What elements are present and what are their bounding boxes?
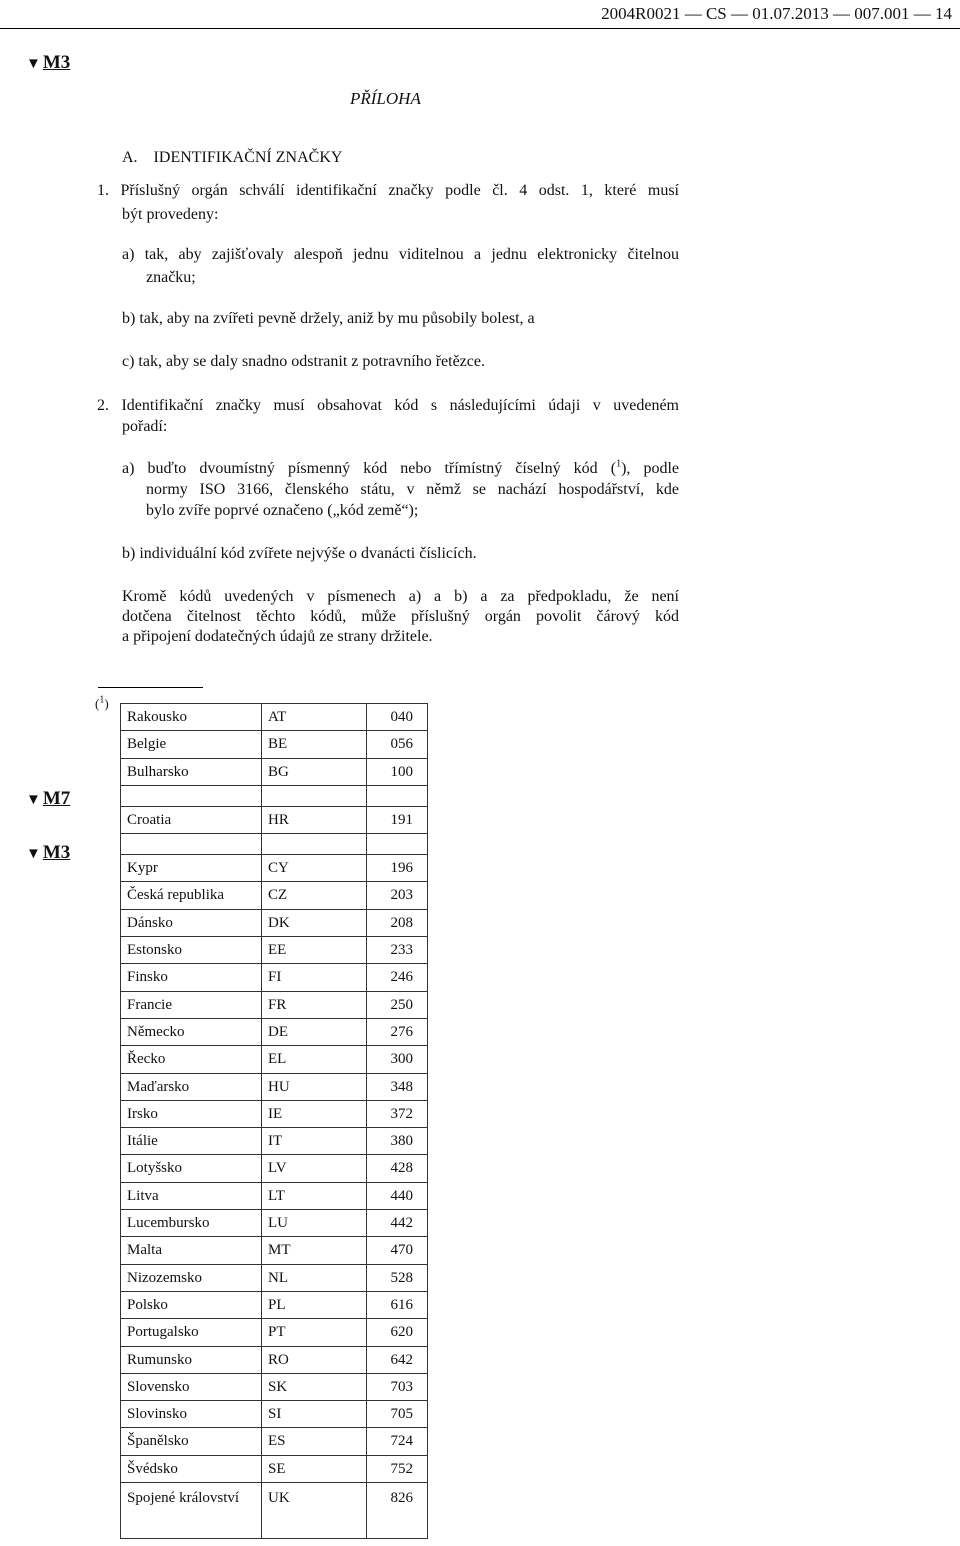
country-number-cell: 196 (367, 855, 428, 882)
country-code-cell: DK (262, 909, 367, 936)
country-name-cell: Croatia (121, 806, 262, 833)
country-number-cell: 442 (367, 1210, 428, 1237)
p1-a-line2: značku; (146, 269, 196, 286)
country-name-cell: Francie (121, 991, 262, 1018)
triangle-down-icon: ▼ (26, 792, 41, 808)
p2-a-line1: a) buďto dvoumístný písmenný kód nebo třímístný číselný kód ($^1$), podle (122, 458, 680, 477)
country-number-cell: 428 (367, 1155, 428, 1182)
amendment-marker-m7: ▼ M7 (26, 788, 71, 809)
table-gap-row (121, 785, 428, 806)
table-row (121, 991, 428, 1018)
country-code-cell: LV (262, 1155, 367, 1182)
country-number-cell: 040 (367, 704, 428, 731)
country-name-cell: Rakousko (121, 704, 262, 731)
table-row (121, 855, 428, 882)
country-name-cell: Česká republika (121, 882, 262, 909)
country-name-cell: Španělsko (121, 1428, 262, 1455)
country-code-cell: UK (262, 1483, 367, 1539)
table-row (121, 1018, 428, 1045)
annex-title: PŘÍLOHA (350, 89, 421, 108)
country-code-cell: CY (262, 855, 367, 882)
country-code-cell: MT (262, 1237, 367, 1264)
country-code-cell: SK (262, 1373, 367, 1400)
country-name-cell: Bulharsko (121, 758, 262, 785)
footnote-rule (98, 687, 203, 688)
country-number-cell: 300 (367, 1046, 428, 1073)
triangle-down-icon: ▼ (26, 846, 41, 862)
country-name-cell: Německo (121, 1018, 262, 1045)
country-number-cell: 372 (367, 1100, 428, 1127)
country-code-cell: PL (262, 1291, 367, 1318)
country-number-cell: 348 (367, 1073, 428, 1100)
table-row (121, 1046, 428, 1073)
section-a-heading: A. IDENTIFIKAČNÍ ZNAČKY (122, 149, 343, 166)
country-code-table (120, 703, 428, 1539)
p3-line1: Kromě kódů uvedených v písmenech a) a b) a za předpokladu, že není (122, 588, 679, 605)
header-text: 2004R0021 — CS — 01.07.2013 — 007.001 — 14 (601, 4, 952, 23)
country-number-cell: 246 (367, 964, 428, 991)
p2-a-line2: normy ISO 3166, členského státu, v němž se nachází hospodářství, kde (146, 481, 679, 498)
country-name-cell: Malta (121, 1237, 262, 1264)
table-gap-row (121, 834, 428, 855)
table-row (121, 758, 428, 785)
p2-a-line3: bylo zvíře poprvé označeno („kód země“); (146, 502, 419, 519)
country-name-cell: Polsko (121, 1291, 262, 1318)
country-name-cell: Portugalsko (121, 1319, 262, 1346)
country-code-cell: SE (262, 1455, 367, 1482)
country-number-cell: 440 (367, 1182, 428, 1209)
country-name-cell: Itálie (121, 1128, 262, 1155)
p1-b: b) tak, aby na zvířeti pevně držely, aniž by mu působily bolest, a (122, 310, 535, 327)
amendment-marker-m3-bottom: ▼ M3 (26, 842, 71, 863)
country-number-cell: 470 (367, 1237, 428, 1264)
country-number-cell: 191 (367, 806, 428, 833)
country-name-cell: Maďarsko (121, 1073, 262, 1100)
country-name-cell: Kypr (121, 855, 262, 882)
country-code-cell: HU (262, 1073, 367, 1100)
country-name-cell: Estonsko (121, 937, 262, 964)
table-row (121, 882, 428, 909)
country-code-cell: SI (262, 1401, 367, 1428)
country-code-cell: FR (262, 991, 367, 1018)
country-number-cell: 100 (367, 758, 428, 785)
country-code-cell: CZ (262, 882, 367, 909)
triangle-down-icon: ▼ (26, 56, 41, 72)
table-row (121, 1128, 428, 1155)
country-code-cell: EE (262, 937, 367, 964)
country-code-cell: BG (262, 758, 367, 785)
country-number-cell: 724 (367, 1428, 428, 1455)
table-row (121, 1319, 428, 1346)
country-number-cell: 233 (367, 937, 428, 964)
country-name-cell: Spojené království (121, 1483, 262, 1539)
country-code-cell: EL (262, 1046, 367, 1073)
table-row (121, 937, 428, 964)
table-row (121, 1100, 428, 1127)
country-code-cell: FI (262, 964, 367, 991)
table-row (121, 1483, 428, 1539)
country-code-cell: NL (262, 1264, 367, 1291)
country-code-cell: PT (262, 1319, 367, 1346)
country-name-cell: Rumunsko (121, 1346, 262, 1373)
table-row (121, 1155, 428, 1182)
page-header (0, 0, 960, 34)
country-name-cell: Slovinsko (121, 1401, 262, 1428)
table-row (121, 806, 428, 833)
table-row (121, 1237, 428, 1264)
country-code-cell: RO (262, 1346, 367, 1373)
country-name-cell: Finsko (121, 964, 262, 991)
p2-line2: pořadí: (122, 418, 168, 435)
table-row (121, 1291, 428, 1318)
table-row (121, 1428, 428, 1455)
country-code-cell: IT (262, 1128, 367, 1155)
p3-line3: a připojení dodatečných údajů ze strany držitele. (122, 628, 433, 645)
amendment-marker-m3-top: ▼ M3 (26, 52, 71, 73)
country-number-cell: 703 (367, 1373, 428, 1400)
table-row (121, 1373, 428, 1400)
footnote-mark: ($^1$) (95, 694, 109, 711)
country-code-cell: IE (262, 1100, 367, 1127)
p1-a-line1: a) tak, aby zajišťovaly alespoň jednu viditelnou a jednu elektronicky čitelnou (122, 246, 679, 263)
country-name-cell: Irsko (121, 1100, 262, 1127)
country-number-cell: 752 (367, 1455, 428, 1482)
country-name-cell: Lucembursko (121, 1210, 262, 1237)
country-code-cell: AT (262, 704, 367, 731)
country-name-cell: Řecko (121, 1046, 262, 1073)
country-number-cell: 616 (367, 1291, 428, 1318)
country-name-cell: Slovensko (121, 1373, 262, 1400)
p1-line2: být provedeny: (122, 206, 219, 223)
p2-b: b) individuální kód zvířete nejvýše o dvanácti číslicích. (122, 545, 477, 562)
table-row (121, 1182, 428, 1209)
table-row (121, 1264, 428, 1291)
country-name-cell: Belgie (121, 731, 262, 758)
country-name-cell: Lotyšsko (121, 1155, 262, 1182)
country-number-cell: 620 (367, 1319, 428, 1346)
country-name-cell: Litva (121, 1182, 262, 1209)
country-code-cell: LT (262, 1182, 367, 1209)
footnote-ref: 1 (616, 458, 622, 470)
country-name-cell: Nizozemsko (121, 1264, 262, 1291)
country-number-cell: 826 (367, 1483, 428, 1539)
p1-line1: 1. Příslušný orgán schválí identifikační značky podle čl. 4 odst. 1, které musí (97, 182, 679, 199)
table-row (121, 1401, 428, 1428)
country-code-cell: ES (262, 1428, 367, 1455)
country-number-cell: 250 (367, 991, 428, 1018)
table-row (121, 909, 428, 936)
country-number-cell: 528 (367, 1264, 428, 1291)
table-row (121, 731, 428, 758)
p2-line1: 2. Identifikační značky musí obsahovat kód s následujícími údaji v uvedeném (97, 397, 679, 414)
table-row (121, 1210, 428, 1237)
header-rule (0, 28, 960, 29)
country-code-cell: BE (262, 731, 367, 758)
table-row (121, 1346, 428, 1373)
p3-line2: dotčena čitelnost těchto kódů, může příslušný orgán povolit čárový kód (122, 608, 679, 625)
p1-c: c) tak, aby se daly snadno odstranit z potravního řetězce. (122, 353, 485, 370)
country-number-cell: 380 (367, 1128, 428, 1155)
country-name-cell: Dánsko (121, 909, 262, 936)
table-row (121, 1073, 428, 1100)
country-code-cell: DE (262, 1018, 367, 1045)
country-number-cell: 642 (367, 1346, 428, 1373)
table-row (121, 704, 428, 731)
country-number-cell: 705 (367, 1401, 428, 1428)
country-number-cell: 276 (367, 1018, 428, 1045)
country-number-cell: 203 (367, 882, 428, 909)
country-code-cell: LU (262, 1210, 367, 1237)
country-code-cell: HR (262, 806, 367, 833)
country-number-cell: 208 (367, 909, 428, 936)
table-row (121, 1455, 428, 1482)
country-name-cell: Švédsko (121, 1455, 262, 1482)
country-number-cell: 056 (367, 731, 428, 758)
table-row (121, 964, 428, 991)
